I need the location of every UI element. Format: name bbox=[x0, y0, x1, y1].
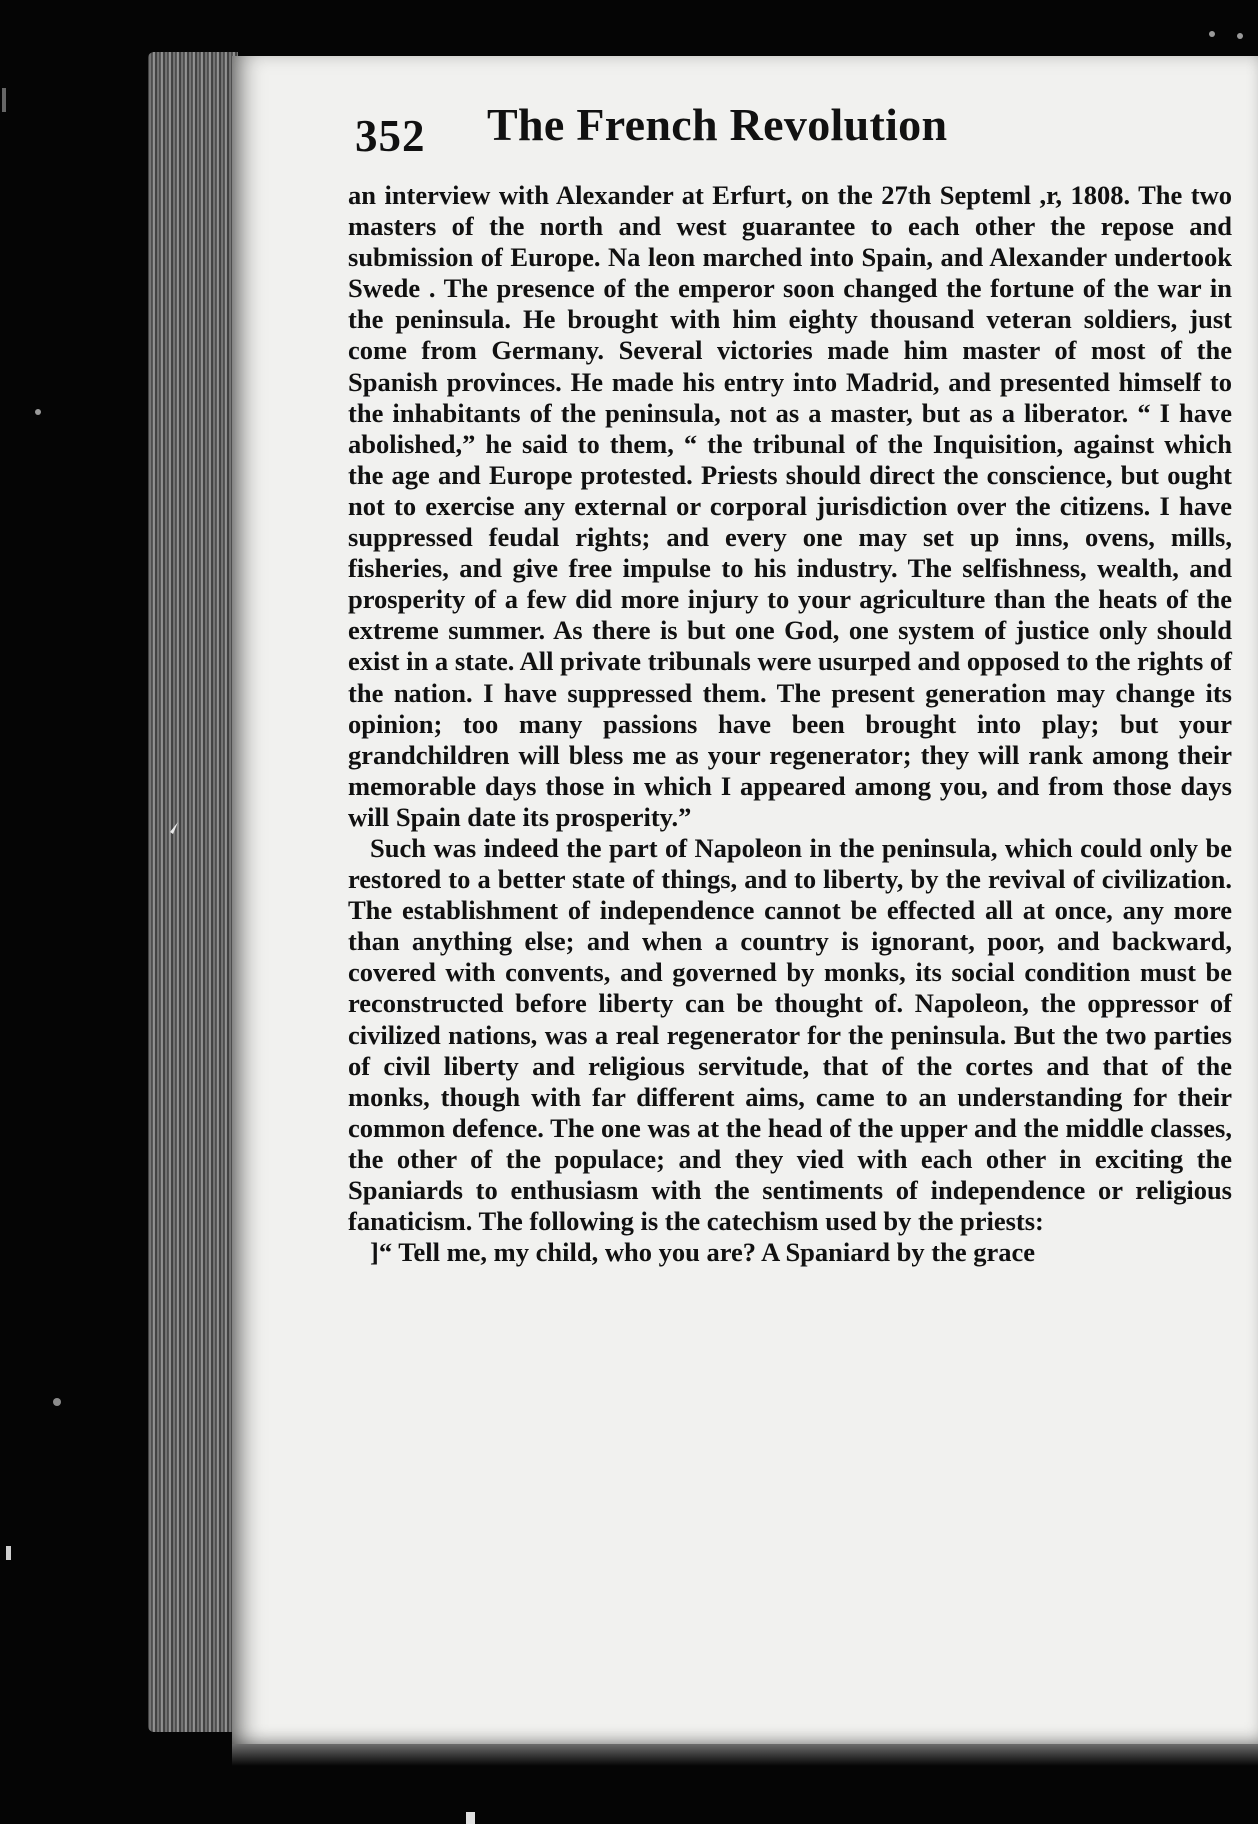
running-title: The French Revolution bbox=[487, 99, 948, 150]
page-bottom-shadow bbox=[232, 1744, 1258, 1766]
page-number: 352 bbox=[355, 111, 426, 161]
body-text bbox=[348, 180, 1232, 1268]
paragraph-napoleon-role: Such was indeed the part of Napoleon in the peninsula, which could only be restored to a better state of things, and to liberty, by the revival of civilization. The establishment of independence cannot be effected all at once, any more than anything else; and when a country is ignorant, poor, and backward, covered with convents, and governed by monks, its social condition must be reconstructed before liberty can be thought of. Napoleon, the oppressor of civilized nations, was a real regenerator for the peninsula. But the two parties of civil liberty and religious servitude, that of the cortes and that of the monks, though with far different aims, came to an understanding for their common defence. The one was at the head of the upper and the middle classes, the other of the populace; and they vied with each other in exciting the Spaniards to enthusiasm with the sentiments of independence or religious fanaticism. The following is the catechism used by the priests: bbox=[348, 832, 1232, 1237]
book-page-edges bbox=[148, 52, 238, 1732]
page-header bbox=[355, 98, 1235, 168]
paragraph-continuation: an interview with Alexander at Erfurt, on the 27th Septeml ,r, 1808. The two masters of the north and west guarantee to each other the repose and submission of Europe. Na leon marched into Spain, and Alexander undertook Swede . The presence of the emperor soon changed the fortune of the war in the peninsula. He brought with him eighty thousand veteran soldiers, just come from Germany. Several victories made him master of most of the Spanish provinces. He made his entry into Madrid, and presented himself to the inhabitants of the peninsula, not as a master, but as a liberator. “ I have abolished,” he said to them, “ the tribunal of the Inquisition, against which the age and Europe protested. Priests should direct the conscience, but ought not to exercise any external or corporal jurisdiction over the citizens. I have suppressed feudal rights; and every one may set up inns, ovens, mills, fisheries, and give free impulse to his industry. The selfishness, wealth, and prosperity of a few did more injury to your agriculture than the heats of the extreme summer. As there is but one God, one system of justice only should exist in a state. All private tribunals were usurped and opposed to the rights of the nation. I have suppressed them. The present generation may change its opinion; too many passions have been brought into play; but your grandchildren will bless me as your regenerator; they will rank among their memorable days those in which I appeared among you, and from those days will Spain date its prosperity.” bbox=[348, 180, 1232, 832]
paragraph-catechism-start: ]“ Tell me, my child, who you are? A Spaniard by the grace bbox=[370, 1237, 1035, 1268]
